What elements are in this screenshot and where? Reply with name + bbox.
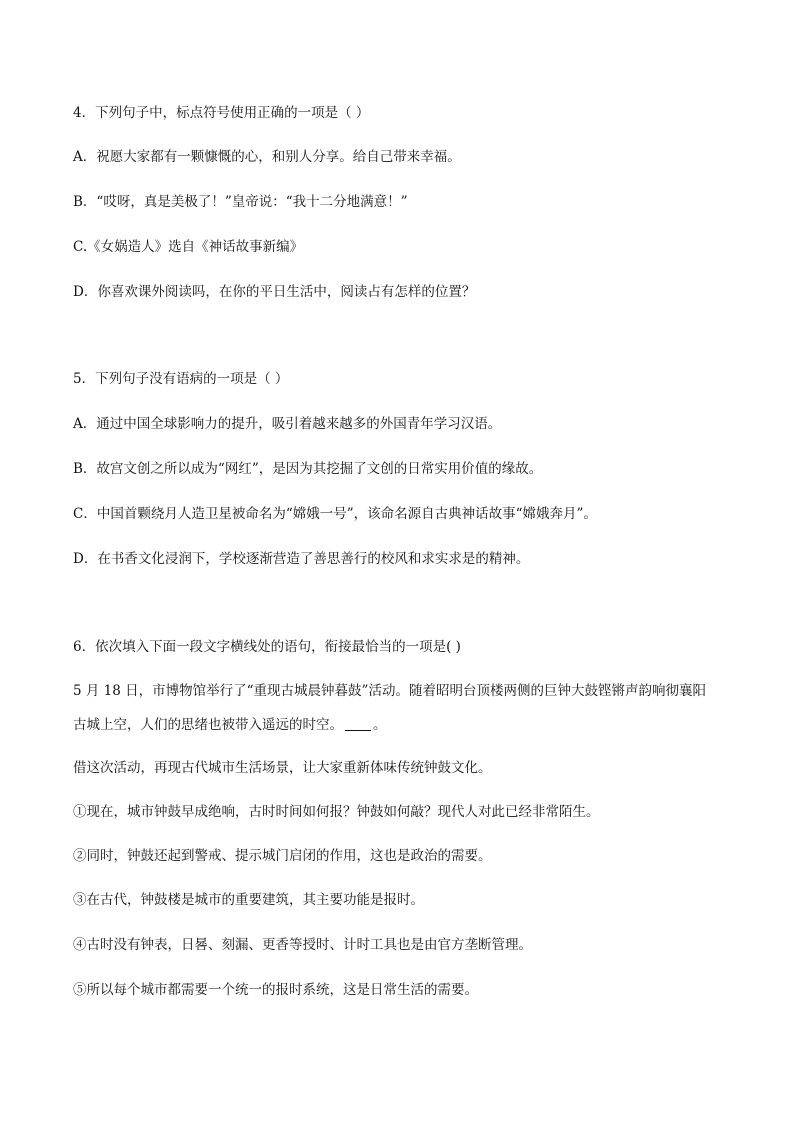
question-6-passage-line-1: 5 月 18 日，市博物馆举行了“重现古城晨钟暮鼓”活动。随着昭明台顶楼两侧的巨钟大鼓铿锵声韵响彻襄阳 (73, 683, 706, 699)
passage-line-2-text: 古城上空，人们的思绪也被带入遥远的时空。 (73, 717, 343, 733)
question-5-option-c: C．中国首颗绕月人造卫星被命名为“嫦娥一号”，该命名源自古典神话故事“嫦娥奔月”。 (73, 506, 597, 522)
question-6-sentence-4: ④古时没有钟表，日晷、刻漏、更香等授时、计时工具也是由官方垄断管理。 (73, 937, 532, 953)
question-6-sentence-3: ③在古代，钟鼓楼是城市的重要建筑，其主要功能是报时。 (73, 892, 424, 908)
question-4-option-c: C.《女娲造人》选自《神话故事新编》 (73, 239, 304, 255)
question-6-passage-line-2 (73, 715, 733, 735)
fill-in-blank (345, 716, 371, 731)
question-5-option-b: B．故宫文创之所以成为“网红”，是因为其挖掘了文创的日常实用价值的缘故。 (73, 461, 543, 477)
question-6-sentence-1: ①现在，城市钟鼓早成绝响，古时时间如何报？钟鼓如何敲？现代人对此已经非常陌生。 (73, 804, 600, 820)
question-4-option-b: B．“哎呀，真是美极了！”皇帝说：“我十二分地满意！” (73, 194, 408, 210)
question-4-option-a: A．祝愿大家都有一颗慷慨的心，和别人分享。给自己带来幸福。 (73, 149, 461, 165)
question-4-option-d: D．你喜欢课外阅读吗，在你的平日生活中，阅读占有怎样的位置？ (73, 284, 476, 300)
question-4-stem: 4．下列句子中，标点符号使用正确的一项是（ ） (73, 105, 370, 121)
passage-line-2-end: 。 (373, 717, 387, 733)
question-6-passage-line-3: 借这次活动，再现古代城市生活场景，让大家重新体味传统钟鼓文化。 (73, 760, 492, 776)
question-5-stem: 5．下列句子没有语病的一项是（ ） (73, 371, 289, 387)
question-5-option-d: D．在书香文化浸润下，学校逐渐营造了善思善行的校风和求实求是的精神。 (73, 551, 530, 567)
question-6-stem: 6．依次填入下面一段文字横线处的语句，衔接最恰当的一项是( ) (73, 639, 461, 655)
question-5-option-a: A．通过中国全球影响力的提升，吸引着越来越多的外国青年学习汉语。 (73, 416, 502, 432)
question-6-sentence-5: ⑤所以每个城市都需要一个统一的报时系统，这是日常生活的需要。 (73, 982, 478, 998)
question-6-sentence-2: ②同时，钟鼓还起到警戒、提示城门启闭的作用，这也是政治的需要。 (73, 848, 492, 864)
